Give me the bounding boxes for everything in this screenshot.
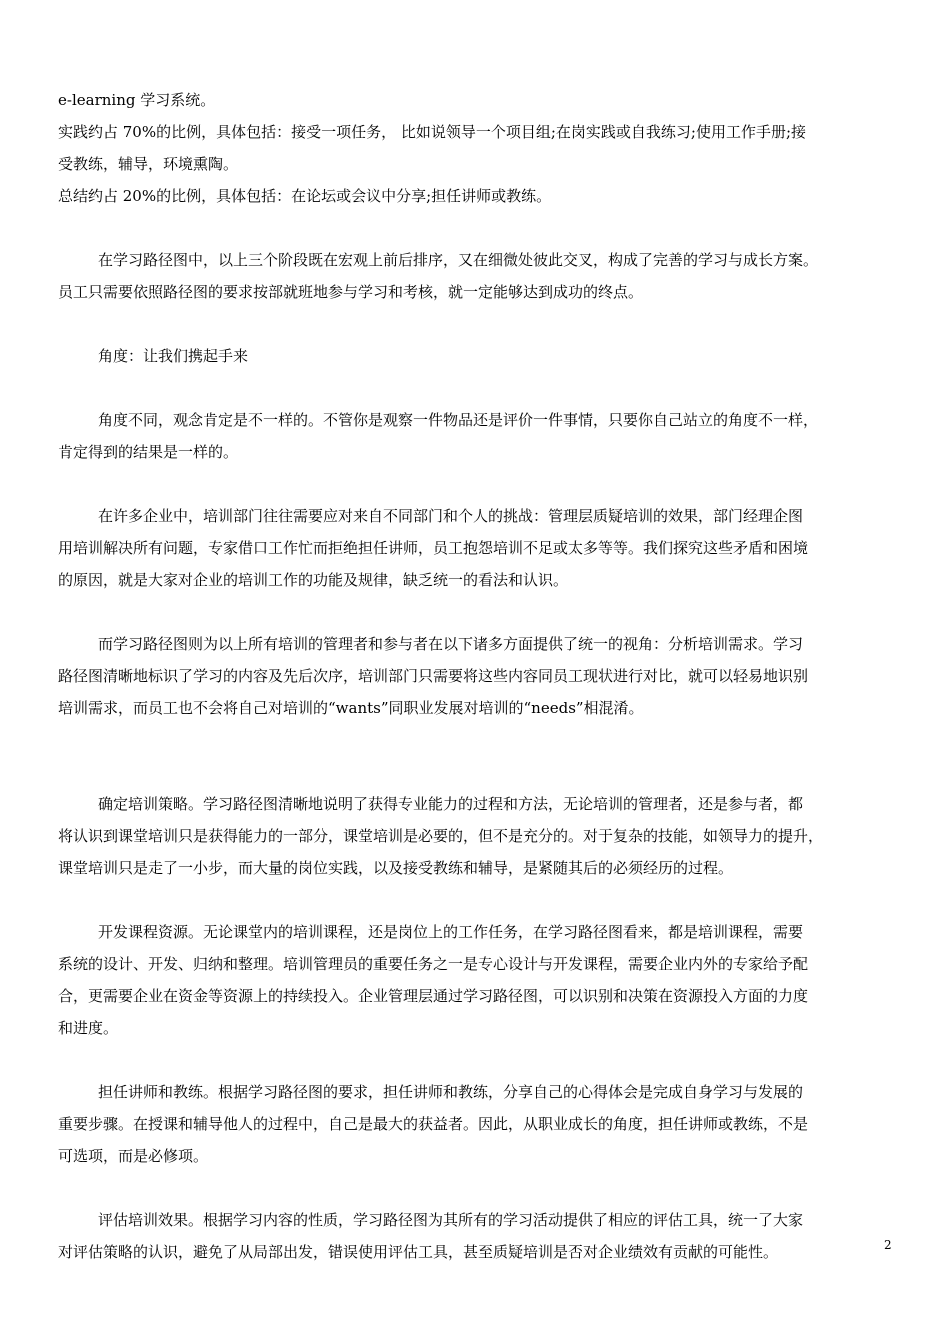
paragraph-gap: [58, 1044, 894, 1076]
paragraph-gap: [58, 308, 894, 340]
section-heading: 角度：让我们携起手来: [98, 347, 249, 365]
paragraph-gap: [58, 372, 894, 404]
text-line: 合，更需要企业在资金等资源上的持续投入。企业管理层通过学习路径图，可以识别和决策在资源投入方面的力度: [58, 987, 809, 1005]
text-line: 肯定得到的结果是一样的。: [58, 443, 239, 461]
paragraph-gap: [58, 1172, 894, 1204]
text-line: 员工只需要依照路径图的要求按部就班地参与学习和考核，就一定能够达到成功的终点。: [58, 283, 644, 301]
paragraph-gap: [58, 596, 894, 628]
paragraph-gap: [58, 724, 894, 788]
text-line: 总结约占 20%的比例，具体包括：在论坛或会议中分享;担任讲师或教练。: [58, 187, 552, 205]
text-line: 实践约占 70%的比例，具体包括：接受一项任务， 比如说领导一个项目组;在岗实践或自我练习;使用工作手册;接: [58, 123, 807, 141]
text-line: 路径图清晰地标识了学习的内容及先后次序，培训部门只需要将这些内容同员工现状进行对比，就可以轻易地识别: [58, 667, 809, 685]
text-line: 系统的设计、开发、归纳和整理。培训管理员的重要任务之一是专心设计与开发课程，需要企业内外的专家给予配: [58, 955, 809, 973]
text-line: 课堂培训只是走了一小步，而大量的岗位实践，以及接受教练和辅导，是紧随其后的必须经历的过程。: [58, 859, 734, 877]
text-line: 对评估策略的认识，避免了从局部出发，错误使用评估工具，甚至质疑培训是否对企业绩效有贡献的可能性。: [58, 1243, 779, 1261]
text-line: 重要步骤。在授课和辅导他人的过程中，自己是最大的获益者。因此，从职业成长的角度，担任讲师或教练，不是: [58, 1115, 809, 1133]
text-line: 的原因，就是大家对企业的培训工作的功能及规律，缺乏统一的看法和认识。: [58, 571, 569, 589]
paragraph-gap: [58, 884, 894, 916]
text-line: 将认识到课堂培训只是获得能力的一部分，课堂培训是必要的，但不是充分的。对于复杂的技能，如领导力的提升，: [58, 827, 824, 845]
paragraph-gap: [58, 468, 894, 500]
paragraph-gap: [58, 212, 894, 244]
paragraph-first-line: 而学习路径图则为以上所有培训的管理者和参与者在以下诸多方面提供了统一的视角：分析培训需求。学习: [98, 635, 804, 653]
text-line: 和进度。: [58, 1019, 119, 1037]
page-number: 2: [884, 1238, 892, 1252]
paragraph-first-line: 在学习路径图中，以上三个阶段既在宏观上前后排序，又在细微处彼此交叉，构成了完善的学习与成长方案。: [98, 251, 819, 269]
text-line: 受教练，辅导，环境熏陶。: [58, 155, 239, 173]
document-body: [58, 84, 894, 1268]
paragraph-first-line: 开发课程资源。无论课堂内的培训课程，还是岗位上的工作任务，在学习路径图看来，都是培训课程，需要: [98, 923, 804, 941]
paragraph-first-line: 担任讲师和教练。根据学习路径图的要求，担任讲师和教练，分享自己的心得体会是完成自身学习与发展的: [98, 1083, 804, 1101]
paragraph-first-line: 确定培训策略。学习路径图清晰地说明了获得专业能力的过程和方法，无论培训的管理者，还是参与者，都: [98, 795, 804, 813]
paragraph-first-line: 角度不同，观念肯定是不一样的。不管你是观察一件物品还是评价一件事情，只要你自己站立的角度不一样，: [98, 411, 819, 429]
text-line: 可选项，而是必修项。: [58, 1147, 209, 1165]
text-line: 培训需求，而员工也不会将自己对培训的“wants”同职业发展对培训的“needs”相混淆。: [58, 699, 644, 717]
text-line: 用培训解决所有问题，专家借口工作忙而拒绝担任讲师，员工抱怨培训不足或太多等等。我们探究这些矛盾和困境: [58, 539, 809, 557]
paragraph-first-line: 评估培训效果。根据学习内容的性质，学习路径图为其所有的学习活动提供了相应的评估工具，统一了大家: [98, 1211, 804, 1229]
text-line: e-learning 学习系统。: [58, 91, 216, 109]
paragraph-first-line: 在许多企业中，培训部门往往需要应对来自不同部门和个人的挑战：管理层质疑培训的效果，部门经理企图: [98, 507, 804, 525]
